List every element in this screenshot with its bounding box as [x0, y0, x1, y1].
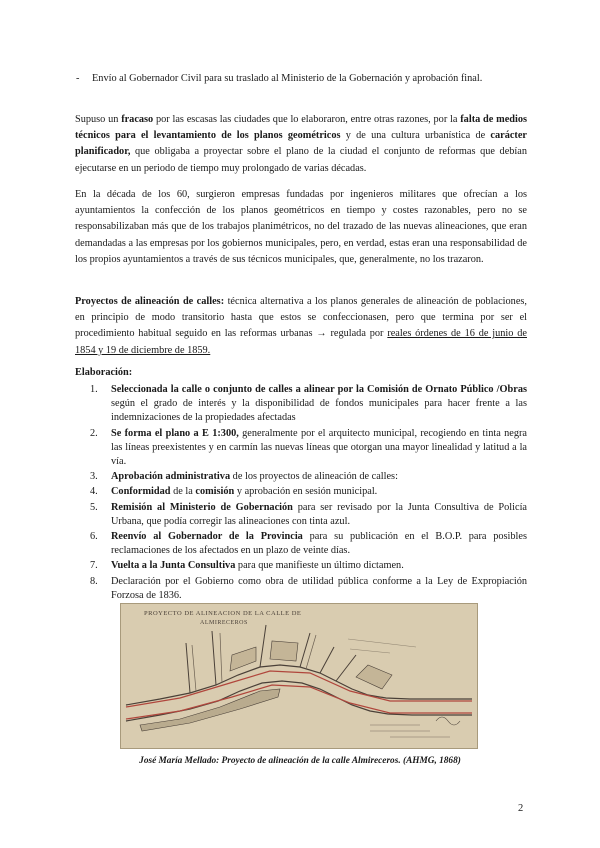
elaboracion-heading: Elaboración:: [75, 367, 133, 378]
underlined-run: reales órdenes de 16 de junio de 1854 y 19 de diciembre de 1859.: [75, 328, 527, 356]
text-run: Declaración por el Gobierno como obra de utilidad pública conforme a la Ley de Expropiación Forzosa de 1836.: [111, 575, 527, 601]
list-item: [75, 485, 527, 499]
bold-run: Seleccionada la calle o conjunto de calles a alinear por la Comisión de Ornato Público /Obras: [111, 384, 527, 395]
bold-run: fracaso: [121, 114, 154, 125]
dash-item-text: Envío al Gobernador Civil para su traslado al Ministerio de la Gobernación y aprobación final.: [92, 73, 483, 84]
text-run: En la década de los 60, surgieron empresas fundadas por ingenieros militares que ofrecían a los ayuntamientos la confección de los planos geométricos en tiempo y costes razonables, pero no se responsabilizaban más que de los trabajos planimétricos, no del trazado de las nuevas alineaciones, que eran demandadas a las empresas por los gobiernos municipales, pero, en verdad, estas eran una responsabilidad de los propios ayuntamientos a través de sus técnicos municipales, que, generalmente, no los trazaron.: [75, 189, 527, 265]
text-run: de los proyectos de alineación de calles:: [230, 471, 398, 483]
paragraph-fracaso: [75, 112, 527, 177]
list-item: [75, 501, 527, 529]
list-number: 1.: [90, 384, 98, 395]
text-run: que obligaba a proyectar sobre el plano de la ciudad el conjunto de reformas que debían ejecutarse en un periodo de tiempo muy prolongado de varias décadas.: [75, 146, 527, 174]
list-item: [75, 427, 527, 470]
bold-run: Reenvío al Gobernador de la Provincia: [111, 531, 303, 543]
plan-title-line1: PROYECTO DE ALINEACION DE LA CALLE DE: [144, 610, 302, 617]
plan-paper: [120, 603, 478, 749]
text-run: para su publicación en el B.O.P. para posibles reclamaciones de los afectados en un plazo de veinte días.: [111, 531, 528, 557]
figure-caption: José María Mellado: Proyecto de alineación de la calle Almireceros. (AHMG, 1868): [139, 756, 461, 766]
text-run: Supuso un: [75, 114, 122, 125]
list-number: 5.: [90, 501, 98, 513]
text-run: para que manifieste un último dictamen.: [235, 560, 404, 572]
list-number: 2.: [90, 427, 98, 439]
text-run: para ser revisado por la Junta Consultiva de Policía Urbana, que podía corregir las alineaciones con tinta azul.: [111, 501, 528, 527]
bold-run: Se forma el plano a E 1:300,: [111, 427, 239, 439]
paragraph-decada-60: [75, 187, 527, 268]
bold-run: comisión: [195, 486, 235, 498]
list-item: [75, 575, 527, 603]
list-number: 3.: [90, 471, 98, 483]
bold-run: Conformidad: [111, 486, 171, 498]
bold-run: Remisión al Ministerio de Gobernación: [111, 501, 293, 513]
bold-run: Vuelta a la Junta Consultiva: [111, 560, 236, 572]
list-item: [75, 559, 527, 573]
dash-list-item: [76, 71, 527, 87]
text-run: generalmente por el arquitecto municipal, recogiendo en tinta negra las líneas preexistentes y en carmín las nuevas líneas que otorgan una mayor linealidad y latitud a la vía.: [111, 427, 527, 468]
list-number: 6.: [90, 531, 98, 543]
elaboracion-list: [75, 383, 527, 604]
bold-run: Proyectos de alineación de calles:: [75, 296, 225, 307]
bold-run: carácter planificador,: [75, 130, 527, 158]
bold-run: falta de medios técnicos para el levantamiento de los planos geométricos: [75, 114, 528, 142]
plan-title-line2: ALMIRECEROS: [200, 620, 248, 626]
list-number: 4.: [90, 486, 98, 498]
text-run: y de una cultura urbanística de: [340, 130, 491, 142]
text-run: técnica alternativa a los planos generales de alineación de poblaciones, en principio de modo transitorio hasta que estos se confeccionasen, pero que termina por ser el procedimiento habitual seguido en las reformas urbanas → regulada por: [75, 296, 527, 340]
text-run: según el grado de interés y la disponibilidad de fondos municipales para hacer frente a las indemnizaciones de la propiedades afectadas: [111, 398, 527, 424]
list-item: [75, 530, 527, 558]
page-number: 2: [518, 803, 524, 814]
list-number: 8.: [90, 575, 98, 587]
text-run: de la: [170, 486, 196, 498]
list-number: 7.: [90, 560, 98, 572]
street-alignment-plan-image: [120, 603, 478, 749]
dash-marker: -: [76, 73, 80, 84]
list-item: [75, 470, 527, 484]
list-item: [75, 383, 527, 426]
text-run: y aprobación en sesión municipal.: [234, 486, 378, 498]
bold-run: Aprobación administrativa: [111, 471, 231, 483]
text-run: por las escasas las ciudades que lo elaboraron, entre otras razones, por la: [153, 114, 461, 125]
paragraph-proyectos-alineacion: [75, 294, 527, 359]
